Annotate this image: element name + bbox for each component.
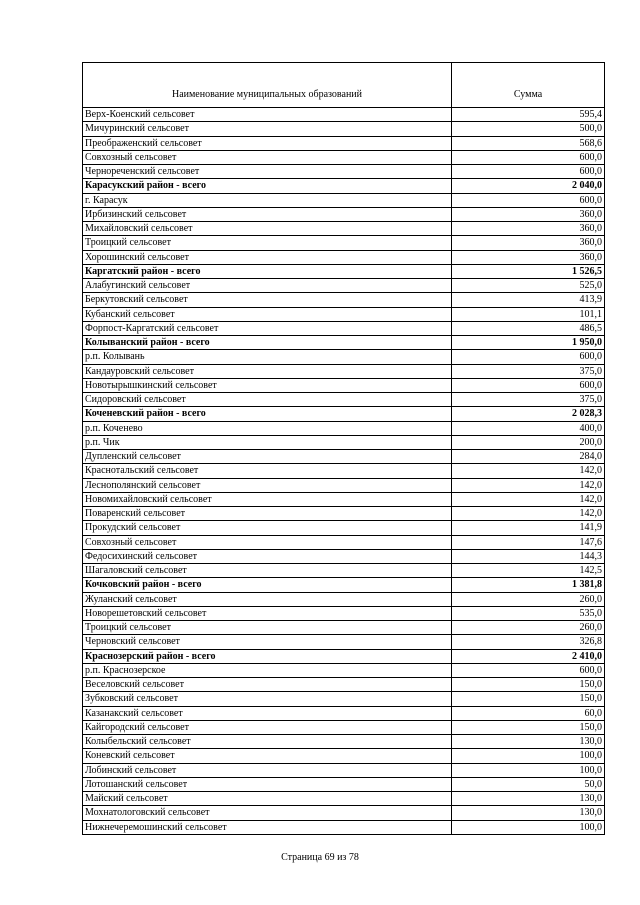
amount-value: 360,0 xyxy=(452,250,605,264)
table-row xyxy=(83,122,605,136)
municipality-name: Новотырышкинский сельсовет xyxy=(83,378,452,392)
municipality-name: Краснотальский сельсовет xyxy=(83,464,452,478)
amount-value: 600,0 xyxy=(452,193,605,207)
table-row xyxy=(83,792,605,806)
table-row xyxy=(83,720,605,734)
municipality-name: р.п. Краснозерское xyxy=(83,663,452,677)
table-row xyxy=(83,421,605,435)
table-row-district-total xyxy=(83,407,605,421)
municipality-name: Михайловский сельсовет xyxy=(83,222,452,236)
municipality-name: Совхозный сельсовет xyxy=(83,535,452,549)
municipality-name: Леснополянский сельсовет xyxy=(83,478,452,492)
table-row xyxy=(83,435,605,449)
table-row xyxy=(83,663,605,677)
table-row xyxy=(83,777,605,791)
table-row xyxy=(83,393,605,407)
table-row-district-total xyxy=(83,179,605,193)
table-row xyxy=(83,478,605,492)
table-row xyxy=(83,521,605,535)
table-row xyxy=(83,350,605,364)
table-row xyxy=(83,378,605,392)
table-row xyxy=(83,236,605,250)
amount-value: 142,5 xyxy=(452,564,605,578)
municipality-name: Федосихинский сельсовет xyxy=(83,549,452,563)
table-row xyxy=(83,606,605,620)
budget-table xyxy=(82,62,605,835)
municipality-name: Казанакский сельсовет xyxy=(83,706,452,720)
municipality-name: Лотошанский сельсовет xyxy=(83,777,452,791)
table-row xyxy=(83,293,605,307)
municipality-name: Преображенский сельсовет xyxy=(83,136,452,150)
amount-value: 100,0 xyxy=(452,749,605,763)
municipality-name: Совхозный сельсовет xyxy=(83,150,452,164)
amount-value: 130,0 xyxy=(452,792,605,806)
municipality-name: Жуланский сельсовет xyxy=(83,592,452,606)
table-row-district-total xyxy=(83,336,605,350)
table-row xyxy=(83,549,605,563)
amount-value: 284,0 xyxy=(452,450,605,464)
amount-value: 326,8 xyxy=(452,635,605,649)
municipality-name: Краснозерский район - всего xyxy=(83,649,452,663)
municipality-name: Кубанский сельсовет xyxy=(83,307,452,321)
header-municipality: Наименование муниципальных образований xyxy=(83,63,452,108)
table-row xyxy=(83,592,605,606)
amount-value: 413,9 xyxy=(452,293,605,307)
table-row xyxy=(83,564,605,578)
municipality-name: Веселовский сельсовет xyxy=(83,678,452,692)
amount-value: 260,0 xyxy=(452,592,605,606)
amount-value: 144,3 xyxy=(452,549,605,563)
amount-value: 600,0 xyxy=(452,150,605,164)
table-row xyxy=(83,507,605,521)
table-row xyxy=(83,450,605,464)
amount-value: 568,6 xyxy=(452,136,605,150)
header-amount: Сумма xyxy=(452,63,605,108)
municipality-name: Нижнечеремошинский сельсовет xyxy=(83,820,452,834)
table-row xyxy=(83,250,605,264)
table-row xyxy=(83,735,605,749)
table-row xyxy=(83,492,605,506)
table-row xyxy=(83,535,605,549)
municipality-name: Верх-Коенский сельсовет xyxy=(83,108,452,122)
amount-value: 142,0 xyxy=(452,464,605,478)
municipality-name: Мохнатологовский сельсовет xyxy=(83,806,452,820)
amount-value: 600,0 xyxy=(452,350,605,364)
amount-value: 360,0 xyxy=(452,207,605,221)
table-row-district-total xyxy=(83,264,605,278)
amount-value: 150,0 xyxy=(452,692,605,706)
municipality-name: Новомихайловский сельсовет xyxy=(83,492,452,506)
table-row xyxy=(83,763,605,777)
municipality-name: р.п. Коченево xyxy=(83,421,452,435)
municipality-name: Беркутовский сельсовет xyxy=(83,293,452,307)
municipality-name: Хорошинский сельсовет xyxy=(83,250,452,264)
table-row xyxy=(83,820,605,834)
municipality-name: Троицкий сельсовет xyxy=(83,621,452,635)
municipality-name: Ирбизинский сельсовет xyxy=(83,207,452,221)
amount-value: 142,0 xyxy=(452,478,605,492)
table-row-district-total xyxy=(83,649,605,663)
table-body xyxy=(83,108,605,835)
municipality-name: Зубковский сельсовет xyxy=(83,692,452,706)
table-row xyxy=(83,108,605,122)
amount-value: 525,0 xyxy=(452,279,605,293)
municipality-name: Кочковский район - всего xyxy=(83,578,452,592)
municipality-name: Карасукский район - всего xyxy=(83,179,452,193)
municipality-name: Сидоровский сельсовет xyxy=(83,393,452,407)
amount-value: 150,0 xyxy=(452,678,605,692)
amount-value: 500,0 xyxy=(452,122,605,136)
amount-value: 1 950,0 xyxy=(452,336,605,350)
amount-value: 600,0 xyxy=(452,165,605,179)
table-row xyxy=(83,635,605,649)
table-row xyxy=(83,364,605,378)
amount-value: 400,0 xyxy=(452,421,605,435)
municipality-name: Новорешетовский сельсовет xyxy=(83,606,452,620)
amount-value: 101,1 xyxy=(452,307,605,321)
amount-value: 130,0 xyxy=(452,735,605,749)
table-row xyxy=(83,136,605,150)
table-row-district-total xyxy=(83,578,605,592)
municipality-name: Кандауровский сельсовет xyxy=(83,364,452,378)
amount-value: 130,0 xyxy=(452,806,605,820)
amount-value: 486,5 xyxy=(452,321,605,335)
amount-value: 60,0 xyxy=(452,706,605,720)
municipality-name: Лобинский сельсовет xyxy=(83,763,452,777)
municipality-name: Троицкий сельсовет xyxy=(83,236,452,250)
amount-value: 141,9 xyxy=(452,521,605,535)
table-row xyxy=(83,307,605,321)
table-row xyxy=(83,222,605,236)
municipality-name: Колыбельский сельсовет xyxy=(83,735,452,749)
municipality-name: Поваренский сельсовет xyxy=(83,507,452,521)
table-row xyxy=(83,464,605,478)
amount-value: 150,0 xyxy=(452,720,605,734)
municipality-name: Каргатский район - всего xyxy=(83,264,452,278)
amount-value: 2 028,3 xyxy=(452,407,605,421)
municipality-name: Мичуринский сельсовет xyxy=(83,122,452,136)
amount-value: 142,0 xyxy=(452,492,605,506)
municipality-name: Колыванский район - всего xyxy=(83,336,452,350)
municipality-name: Майский сельсовет xyxy=(83,792,452,806)
amount-value: 50,0 xyxy=(452,777,605,791)
amount-value: 375,0 xyxy=(452,393,605,407)
table-row xyxy=(83,678,605,692)
table-row xyxy=(83,321,605,335)
amount-value: 360,0 xyxy=(452,222,605,236)
table-row xyxy=(83,692,605,706)
table-row xyxy=(83,193,605,207)
amount-value: 375,0 xyxy=(452,364,605,378)
table-row xyxy=(83,706,605,720)
amount-value: 100,0 xyxy=(452,820,605,834)
municipality-name: Коневский сельсовет xyxy=(83,749,452,763)
municipality-name: Коченевский район - всего xyxy=(83,407,452,421)
amount-value: 2 040,0 xyxy=(452,179,605,193)
municipality-name: Форпост-Каргатский сельсовет xyxy=(83,321,452,335)
municipality-name: Черновский сельсовет xyxy=(83,635,452,649)
amount-value: 260,0 xyxy=(452,621,605,635)
municipality-name: Чернореченский сельсовет xyxy=(83,165,452,179)
amount-value: 147,6 xyxy=(452,535,605,549)
municipality-name: Шагаловский сельсовет xyxy=(83,564,452,578)
table-row xyxy=(83,207,605,221)
municipality-name: р.п. Чик xyxy=(83,435,452,449)
amount-value: 595,4 xyxy=(452,108,605,122)
amount-value: 2 410,0 xyxy=(452,649,605,663)
amount-value: 1 381,8 xyxy=(452,578,605,592)
table-header-row xyxy=(83,63,605,108)
table-row xyxy=(83,806,605,820)
table-row xyxy=(83,150,605,164)
page-number: Страница 69 из 78 xyxy=(281,852,359,863)
amount-value: 535,0 xyxy=(452,606,605,620)
amount-value: 100,0 xyxy=(452,763,605,777)
municipality-name: р.п. Колывань xyxy=(83,350,452,364)
municipality-name: Прокудский сельсовет xyxy=(83,521,452,535)
amount-value: 600,0 xyxy=(452,663,605,677)
table-row xyxy=(83,749,605,763)
table-row xyxy=(83,279,605,293)
municipality-name: Дупленский сельсовет xyxy=(83,450,452,464)
amount-value: 360,0 xyxy=(452,236,605,250)
table-row xyxy=(83,621,605,635)
amount-value: 142,0 xyxy=(452,507,605,521)
municipality-name: Кайгородский сельсовет xyxy=(83,720,452,734)
municipality-name: Алабугинский сельсовет xyxy=(83,279,452,293)
table-row xyxy=(83,165,605,179)
amount-value: 1 526,5 xyxy=(452,264,605,278)
amount-value: 600,0 xyxy=(452,378,605,392)
amount-value: 200,0 xyxy=(452,435,605,449)
municipality-name: г. Карасук xyxy=(83,193,452,207)
